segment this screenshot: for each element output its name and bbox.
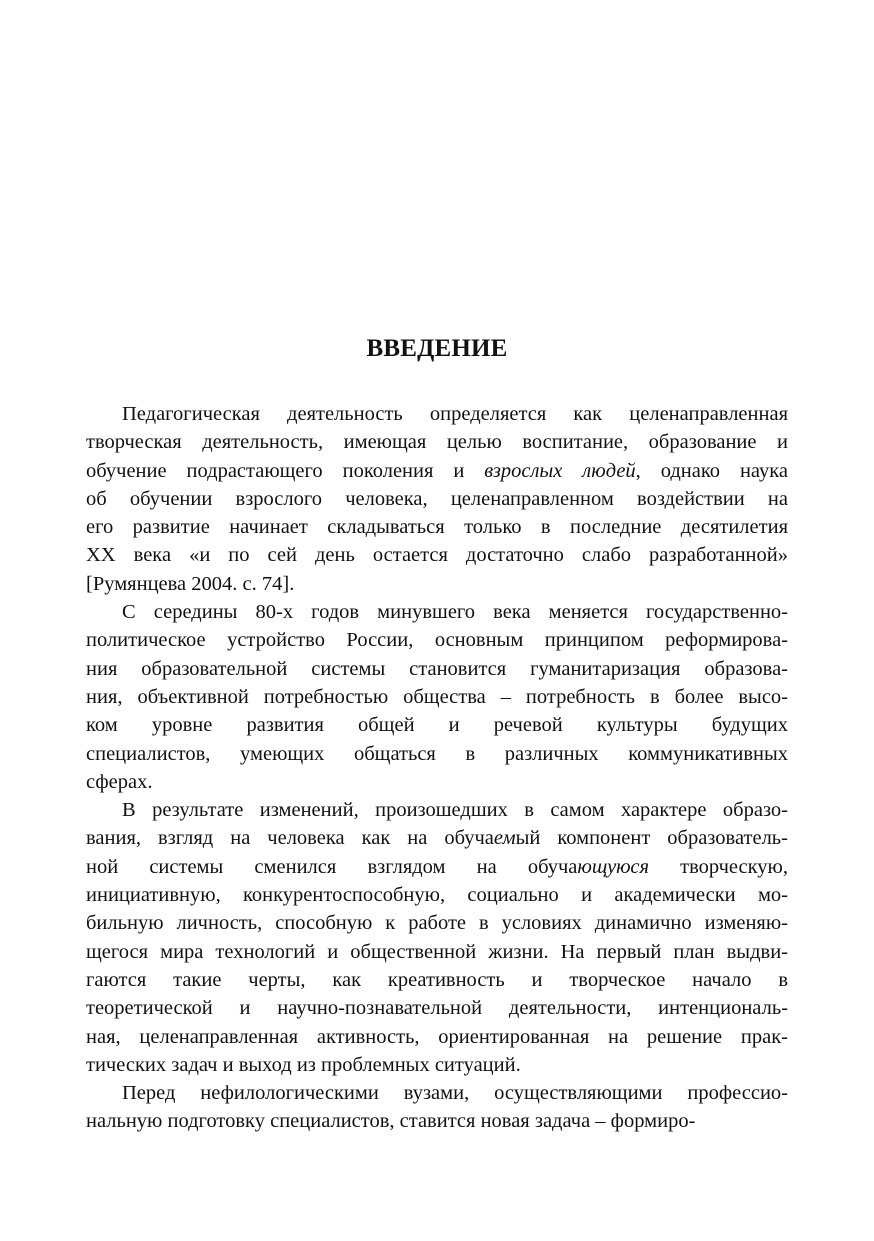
paragraph <box>86 1079 788 1136</box>
text-line: XX века «и по сей день остается достаточно слабо разработанной» <box>86 544 788 567</box>
text-line: теоретической и научно-познавательной деятельности, интенциональ- <box>86 997 788 1020</box>
text-line <box>86 853 788 881</box>
text-line: об обучении взрослого человека, целенаправленном воздействии на <box>86 487 788 510</box>
text-line: нальную подготовку специалистов, ставится новая задача – формиро- <box>86 1110 696 1133</box>
paragraph <box>86 598 788 796</box>
text-line: его развитие начинает складываться только в последние десятилетия <box>86 516 788 539</box>
text-line: ная, целенаправленная активность, ориентированная на решение прак- <box>86 1025 788 1048</box>
text-line: В результате изменений, произошедших в самом характере образо- <box>122 799 788 822</box>
text-line: гаются такие черты, как креативность и творческое начало в <box>86 968 788 991</box>
page-title: ВВЕДЕНИЕ <box>366 335 508 362</box>
text-segment: вания, взгляд на человека как на обуча <box>86 827 494 850</box>
text-line: щегося мира технологий и общественной жизни. На первый план выдви- <box>86 940 788 963</box>
text-segment: обучение подрастающего поколения и <box>86 459 485 482</box>
text-segment: ной системы сменился взглядом на обуча <box>86 855 578 878</box>
text-line: [Румянцева 2004. с. 74]. <box>86 572 295 595</box>
emphasis-text: ющуюся <box>577 855 649 878</box>
text-segment: творческую, <box>648 855 788 878</box>
text-line: Педагогическая деятельность определяется как целенаправленная <box>122 403 788 425</box>
text-line: специалистов, умеющих общаться в различных коммуникативных <box>86 742 788 765</box>
text-line <box>86 824 788 852</box>
paragraph <box>86 400 788 598</box>
text-line: политическое устройство России, основным принципом реформирова- <box>86 629 788 652</box>
text-line: творческая деятельность, имеющая целью воспитание, образование и <box>86 431 788 454</box>
emphasis-text: взрослых людей <box>484 459 636 482</box>
text-line: инициативную, конкурентоспособную, социально и академически мо- <box>86 884 788 907</box>
text-line: ния, объективной потребностью общества – потребность в более высо- <box>86 685 788 708</box>
text-line: сферах. <box>86 770 153 793</box>
text-line: бильную личность, способную к работе в условиях динамично изменяю- <box>86 912 788 935</box>
text-line: С середины 80-х годов минувшего века меняется государственно- <box>122 601 788 624</box>
text-line: ком уровне развития общей и речевой культуры будущих <box>86 714 788 737</box>
text-line <box>86 457 788 485</box>
text-line: тических задач и выход из проблемных ситуаций. <box>86 1053 521 1076</box>
text-line: ния образовательной системы становится гуманитаризация образова- <box>86 657 788 680</box>
text-segment: ый компонент образователь- <box>515 827 788 850</box>
emphasis-text: ем <box>493 827 516 850</box>
paragraph <box>86 796 788 1079</box>
text-segment: , однако наука <box>635 459 788 482</box>
text-line: Перед нефилологическими вузами, осуществляющими профессио- <box>122 1082 788 1105</box>
body-text <box>86 400 788 1136</box>
